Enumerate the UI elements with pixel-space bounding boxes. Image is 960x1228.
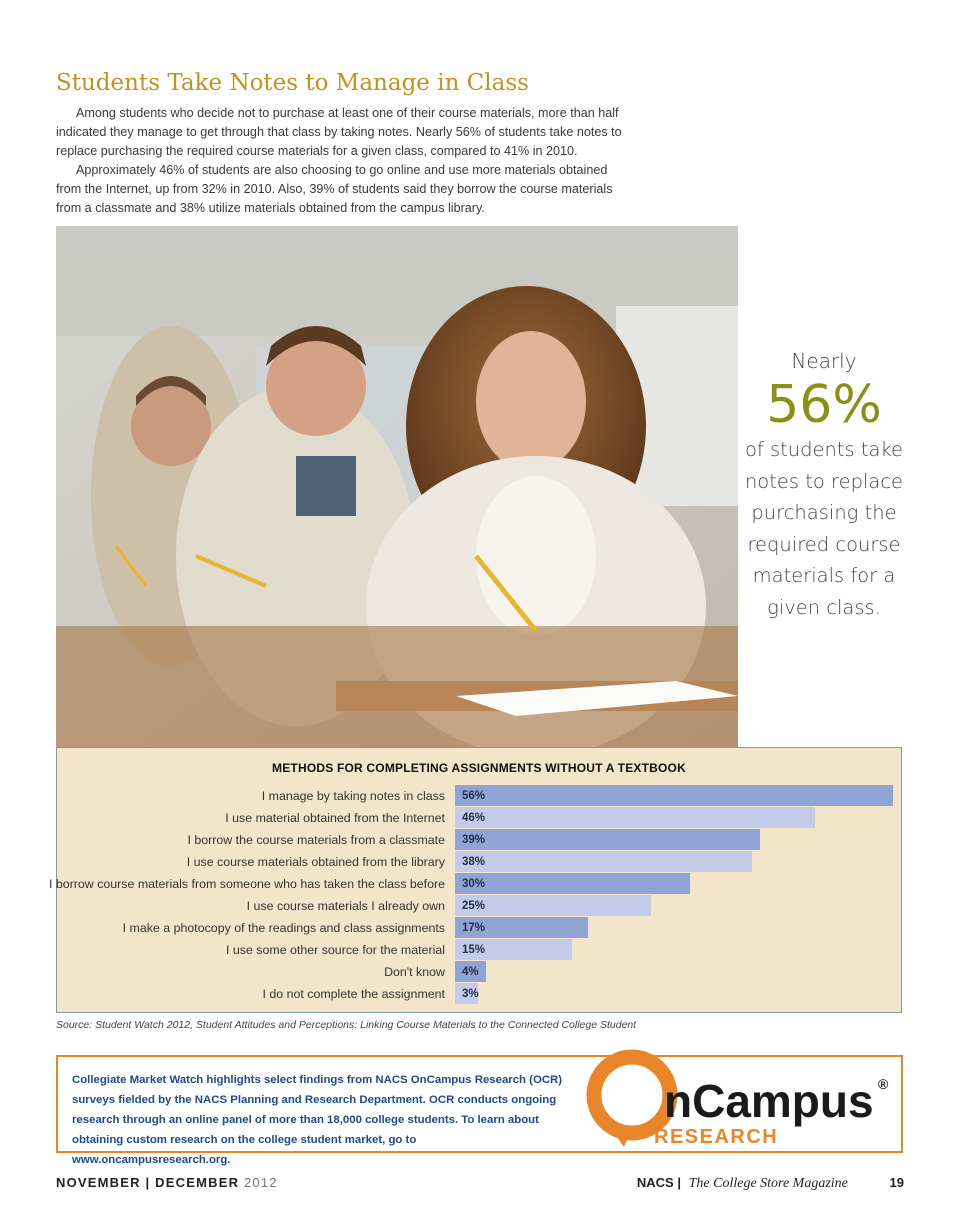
chart-row xyxy=(57,917,903,939)
chart-value-label: 3% xyxy=(462,988,479,1000)
chart-value-label: 17% xyxy=(462,922,486,934)
chart-row xyxy=(57,939,903,961)
page-number: 19 xyxy=(889,1175,904,1190)
chart-bar xyxy=(455,873,690,894)
chart-bar xyxy=(455,829,760,850)
chart-category-label: I use course materials obtained from the library xyxy=(186,855,445,869)
chart-category-label: I borrow the course materials from a classmate xyxy=(187,833,445,847)
chart-value-label: 38% xyxy=(462,856,486,868)
logo-ring-icon xyxy=(594,1057,670,1133)
footer-publication xyxy=(637,1175,904,1192)
chart-source: Source: Student Watch 2012, Student Attitudes and Perceptions: Linking Course Materials to the Connected College Student xyxy=(56,1019,637,1031)
footer-issue-year: 2012 xyxy=(244,1175,278,1190)
chart-rows xyxy=(49,785,903,1005)
stat-callout xyxy=(744,346,904,623)
chart-row xyxy=(57,807,903,829)
chart-row xyxy=(57,785,903,807)
chart-bar xyxy=(455,851,752,872)
methods-chart xyxy=(49,747,902,1013)
callout-lead: Nearly xyxy=(791,349,857,373)
chart-bar xyxy=(455,785,893,806)
chart-category-label: I make a photocopy of the readings and class assignments xyxy=(122,921,445,935)
chart-value-label: 25% xyxy=(462,900,486,912)
article-title: Students Take Notes to Manage in Class xyxy=(56,70,529,96)
chart-row xyxy=(57,961,903,983)
logo-registered-mark: ® xyxy=(878,1076,889,1092)
chart-row xyxy=(49,873,903,895)
chart-row xyxy=(57,829,903,851)
footer-magazine: The College Store Magazine xyxy=(688,1176,848,1191)
chart-row xyxy=(57,983,903,1005)
chart-value-label: 4% xyxy=(462,966,479,978)
chart-title: METHODS FOR COMPLETING ASSIGNMENTS WITHOUT A TEXTBOOK xyxy=(272,761,686,775)
chart-value-label: 56% xyxy=(462,790,486,802)
ocr-description: Collegiate Market Watch highlights select findings from NACS OnCampus Research (OCR) surveys fielded by the NACS Planning and Research Department. OCR conducts ongoing research through an online panel of more than 18,000 college students. To learn about obtaining custom research on the college student market, go to www.oncampusresearch.org. xyxy=(72,1074,563,1166)
chart-category-label: I use material obtained from the Internet xyxy=(225,811,445,825)
footer-issue-months: NOVEMBER | DECEMBER xyxy=(56,1175,240,1190)
callout-figure: 56% xyxy=(766,375,882,435)
chart-row xyxy=(57,851,903,873)
chart-category-label: I do not complete the assignment xyxy=(262,987,445,1001)
footer-publisher: NACS | xyxy=(636,1175,681,1190)
chart-value-label: 46% xyxy=(462,812,486,824)
chart-category-label: I borrow course materials from someone who has taken the class before xyxy=(49,877,445,891)
oncampus-research-logo xyxy=(580,1049,900,1149)
chart-category-label: Don't know xyxy=(384,965,445,979)
article-paragraph: Among students who decide not to purchase at least one of their course materials, more than half indicated they manage to get through that class by taking notes. Nearly 56% of students take notes to replace purchasing the required course materials for a given class, compared to 41% in 2010. xyxy=(56,106,622,158)
logo-subtitle: RESEARCH xyxy=(654,1126,779,1148)
logo-wordmark: nCampus xyxy=(664,1075,874,1127)
chart-bar xyxy=(455,807,815,828)
article-paragraph: Approximately 46% of students are also choosing to go online and use more materials obtained from the Internet, up from 32% in 2010. Also, 39% of students said they borrow the course materials from a classmate and 38% utilize materials obtained from the campus library. xyxy=(56,163,613,215)
footer-issue xyxy=(56,1175,278,1190)
chart-category-label: I manage by taking notes in class xyxy=(261,789,445,803)
chart-value-label: 39% xyxy=(462,834,486,846)
chart-category-label: I use course materials I already own xyxy=(246,899,445,913)
chart-value-label: 15% xyxy=(462,944,486,956)
classroom-photo xyxy=(56,226,738,748)
article-body xyxy=(56,104,636,218)
chart-value-label: 30% xyxy=(462,878,486,890)
chart-row xyxy=(57,895,903,917)
chart-category-label: I use some other source for the material xyxy=(225,943,445,957)
callout-text: of students take notes to replace purchasing the required course materials for a given class. xyxy=(744,438,904,619)
ocr-promo-box xyxy=(56,1055,903,1166)
